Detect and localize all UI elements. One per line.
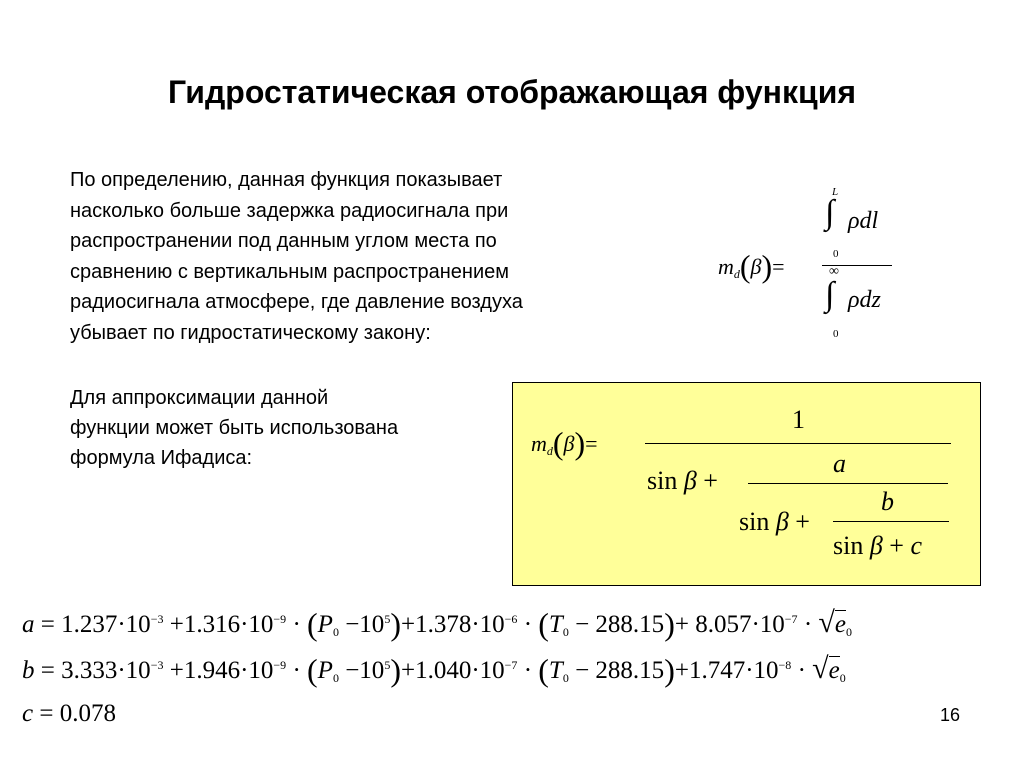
sin-function: sin [833, 531, 864, 560]
term: −10 [345, 657, 385, 684]
equals-sign: = [585, 431, 598, 456]
sin-function: sin [739, 507, 770, 536]
sin-beta-plus-c [833, 531, 922, 561]
slide-title: Гидростатическая отображающая функция [167, 74, 857, 110]
symbol-e: e [828, 657, 840, 684]
symbol-beta: β [683, 466, 697, 495]
coefficient-a-formula: $a = 1.237\cdot 10^{-3} +1.316\cdot 10^{-9} \cdot (P_0 -10^5)+1.378\cdot 10^{-6} \cdot (T_0 - 288.15)+ 8.057\cdot 10^{-7} \cdot √e_0$ [22, 606, 852, 642]
term: −10 [345, 611, 385, 638]
term: − 288.15 [575, 611, 665, 638]
symbol-c: c [22, 700, 34, 727]
denominator-integrand: ρdz [848, 287, 881, 313]
numerator-integrand: ρdl [848, 208, 879, 234]
coefficient-b-formula: $b = 3.333\cdot 10^{-3} +1.946\cdot 10^{-9} \cdot (P_0 -10^5)+1.040\cdot 10^{-7} \cdot (T_0 - 288.15)+1.747\cdot 10^{-8} \cdot √e_0$ [22, 652, 846, 688]
symbol-d: d [733, 267, 740, 281]
exponent: −6 [504, 612, 518, 626]
integral-lower-limit: 0 [833, 248, 839, 260]
term: = 0.078 [39, 700, 116, 727]
ifadis-intro-paragraph [70, 383, 398, 473]
definition-paragraph [70, 165, 523, 348]
subscript: 0 [562, 625, 569, 639]
symbol-t: T [548, 611, 563, 638]
definition-formula: $m_d(\beta)=$ L ∫ ρdl 0 ∞ ∫ ρdz 0 [700, 180, 900, 350]
symbol-c: c [910, 531, 923, 560]
text-line: радиосигнала атмосфере, где давление воздуха [70, 291, 523, 313]
integral-upper-limit: L [832, 186, 839, 198]
page-number: 16 [939, 705, 960, 725]
symbol-p: P [317, 611, 333, 638]
symbol-e: e [834, 611, 846, 638]
plus-sign: + [795, 507, 810, 536]
subscript: 0 [845, 625, 852, 639]
integral-upper-limit: ∞ [829, 264, 839, 279]
term: +1.316·10 [169, 611, 274, 638]
text-line: функции может быть использована [70, 417, 399, 439]
term: +1.040·10 [400, 657, 505, 684]
text-line: убывает по гидростатическому закону: [70, 321, 431, 344]
ifadis-lhs: $m_d(\beta)=$ [531, 425, 598, 461]
symbol-a: a [833, 449, 846, 478]
symbol-b: b [22, 657, 35, 684]
equals-sign: = [772, 254, 785, 279]
symbol-beta: β [869, 531, 883, 560]
text-line: насколько больше задержка радиосигнала при [70, 199, 509, 222]
text-line: распространении под данным углом места по [70, 230, 497, 252]
subscript: 0 [562, 671, 569, 685]
integral-sign: ∫ [825, 276, 835, 313]
exponent: −3 [150, 612, 164, 626]
sin-beta-plus [739, 507, 810, 537]
term: +1.946·10 [169, 657, 274, 684]
sin-function: sin [647, 466, 678, 495]
ifadis-formula-box [512, 382, 981, 586]
numerator-one: 1 [792, 405, 805, 434]
integral-sign: ∫ [825, 194, 835, 231]
symbol-m: m [531, 431, 547, 456]
fraction-bar [645, 443, 951, 444]
symbol-t: T [548, 657, 563, 684]
symbol-beta: β [750, 254, 762, 279]
exponent: 5 [384, 658, 391, 672]
integral-lower-limit: 0 [833, 328, 839, 340]
plus-sign: + [703, 466, 718, 495]
exponent: −7 [504, 658, 518, 672]
term: 3.333·10 [61, 657, 151, 684]
coefficient-c-formula [22, 700, 116, 728]
exponent: −7 [784, 612, 798, 626]
term: 1.237·10 [61, 611, 151, 638]
symbol-m: m [718, 254, 734, 279]
fraction-bar [833, 521, 949, 522]
term: +1.747·10 [674, 657, 779, 684]
text-line: По определению, данная функция показывает [70, 169, 503, 191]
symbol-d: d [546, 444, 553, 458]
fraction-bar [748, 483, 948, 484]
symbol-b: b [881, 487, 894, 516]
text-line: Для аппроксимации данной [70, 387, 329, 409]
subscript: 0 [332, 625, 339, 639]
term: +1.378·10 [400, 611, 505, 638]
symbol-a: a [22, 611, 35, 638]
term: − 288.15 [575, 657, 665, 684]
exponent: 5 [384, 612, 391, 626]
term: + 8.057·10 [674, 611, 785, 638]
symbol-beta: β [775, 507, 789, 536]
symbol-beta: β [563, 431, 575, 456]
text-line: сравнению с вертикальным распространением [70, 260, 510, 283]
subscript: 0 [839, 671, 846, 685]
exponent: −8 [778, 658, 792, 672]
exponent: −9 [273, 658, 287, 672]
exponent: −9 [273, 612, 287, 626]
symbol-p: P [317, 657, 333, 684]
sin-beta-plus [647, 466, 718, 496]
exponent: −3 [150, 658, 164, 672]
text-line: формула Ифадиса: [70, 447, 253, 469]
subscript: 0 [332, 671, 339, 685]
plus-sign: + [889, 531, 904, 560]
